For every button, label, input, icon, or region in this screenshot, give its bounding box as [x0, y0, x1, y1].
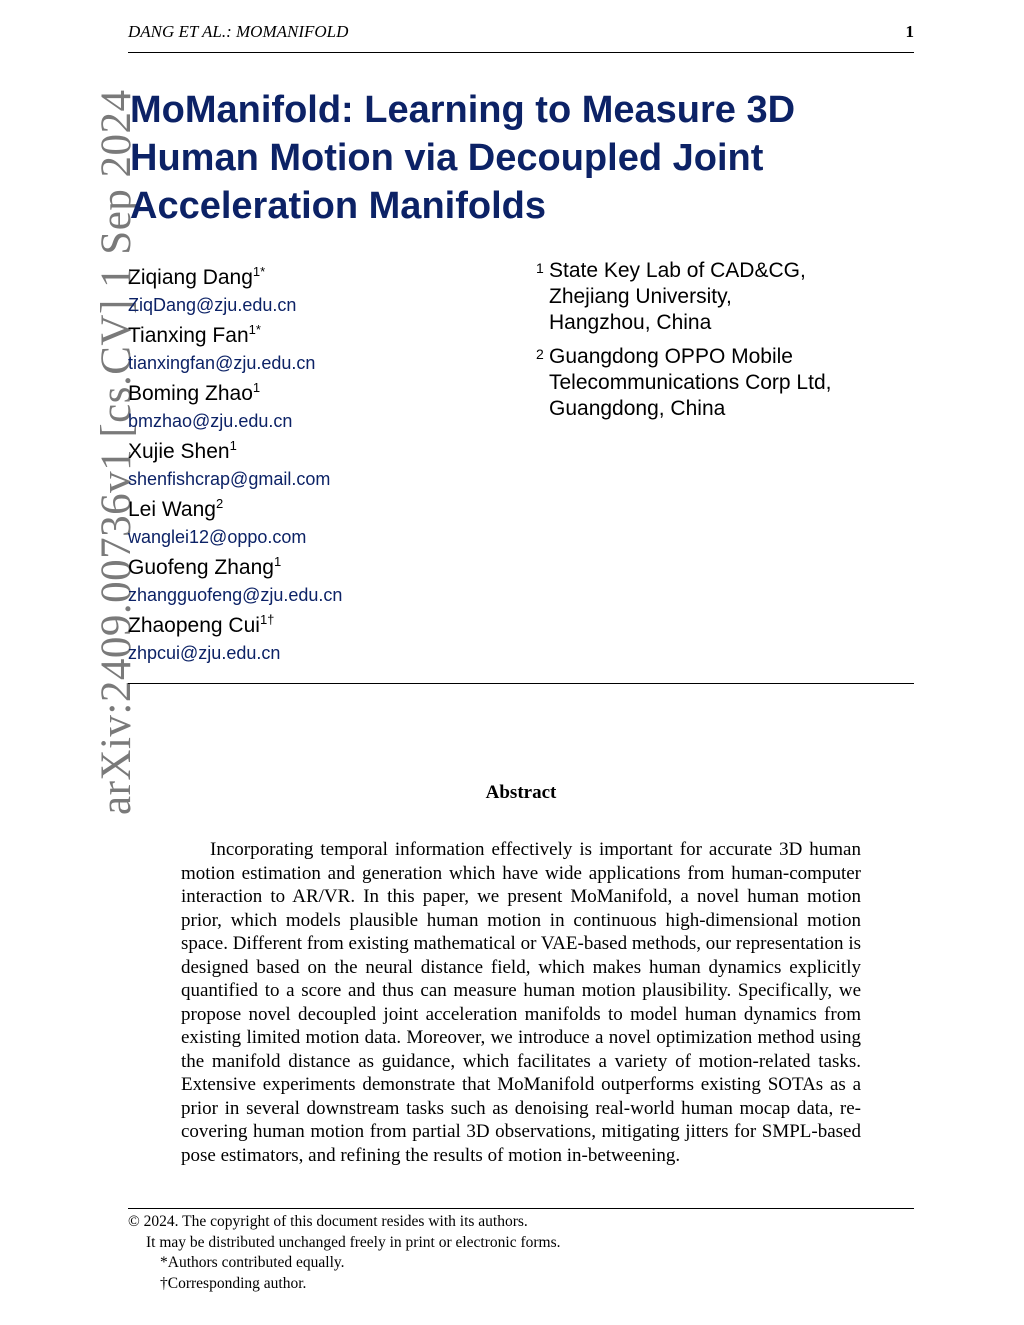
running-title: DANG ET AL.: MOMANIFOLD [128, 22, 349, 41]
affiliation-number: 1 [536, 260, 544, 276]
author-name: Boming Zhao [128, 382, 253, 405]
author-email-link[interactable]: shenfishcrap@gmail.com [128, 469, 331, 489]
author-entry [128, 432, 508, 490]
footnote-divider [128, 1208, 914, 1209]
affiliation-entry [536, 258, 916, 336]
author-affiliation-mark: 2 [215, 496, 224, 511]
author-email-link[interactable]: zhpcui@zju.edu.cn [128, 643, 281, 663]
author-affiliation-mark: 1 [252, 380, 261, 395]
abstract-text: Incorporating temporal information effectively is important for accurate 3D human motion estimation and generation which have wide applications from human-computer interaction to AR/VR. In this paper, we present MoManifold, a novel human motion prior, which models plausible human motion in continuous high-dimensional motion space. Different from existing mathematical or VAE-based methods, our representation is designed based on the neural distance field, which makes human dynamics explicitly quantified to a score and thus can measure human motion plausibility. Specifically, we propose novel decoupled joint acceleration manifolds to model human dynamics from existing limited motion data. Moreover, we introduce a novel optimization method using the manifold distance as guidance, which facilitates a variety of motion-related tasks. Extensive experiments demonstrate that MoManifold outperforms existing SOTAs as a prior in several downstream tasks such as denoising real-world human mocap data, recovering human motion from partial 3D observations, mitigating jitters for SMPL-based pose estimators, and refining the results of motion in-betweening. [181, 839, 861, 1166]
affiliation-line: Hangzhou, China [549, 311, 712, 334]
author-email-link[interactable]: bmzhao@zju.edu.cn [128, 411, 293, 431]
abstract-heading: Abstract [485, 782, 557, 803]
page-number: 1 [905, 22, 914, 41]
author-email-link[interactable]: zhangguofeng@zju.edu.cn [128, 585, 343, 605]
author-name: Zhaopeng Cui [128, 614, 260, 637]
author-email-link[interactable]: ZiqDang@zju.edu.cn [128, 295, 297, 315]
corresponding-author-note: †Corresponding author. [160, 1274, 307, 1292]
paper-title: MoManifold: Learning to Measure 3D Human Motion via Decoupled Joint Acceleration Manifolds [130, 89, 796, 227]
affiliation-list [536, 258, 916, 430]
author-affiliation-mark: 1 [273, 554, 282, 569]
affiliation-line: Guangdong OPPO Mobile [549, 345, 793, 368]
distribution-notice: It may be distributed unchanged freely in print or electronic forms. [146, 1233, 561, 1251]
running-header [128, 22, 914, 53]
author-entry [128, 374, 508, 432]
affiliation-line: State Key Lab of CAD&CG, [549, 259, 806, 282]
affiliation-line: Zhejiang University, [549, 285, 732, 308]
affiliation-entry [536, 344, 916, 422]
author-affiliation-mark: 1* [248, 322, 261, 337]
author-affiliation-mark: 1* [252, 264, 266, 279]
author-name: Xujie Shen [128, 440, 230, 463]
affiliation-line: Telecommunications Corp Ltd, [549, 371, 832, 394]
author-entry [128, 606, 508, 664]
author-name: Tianxing Fan [128, 324, 249, 347]
author-name: Ziqiang Dang [128, 266, 253, 289]
footnotes [128, 1212, 728, 1294]
author-entry [128, 316, 508, 374]
author-email-link[interactable]: wanglei12@oppo.com [128, 527, 307, 547]
author-entry [128, 258, 508, 316]
copyright-notice: © 2024. The copyright of this document resides with its authors. [128, 1213, 528, 1230]
affiliation-number: 2 [536, 346, 544, 362]
author-email-link[interactable]: tianxingfan@zju.edu.cn [128, 353, 316, 373]
author-affiliation-mark: 1 [229, 438, 237, 453]
section-divider [128, 683, 914, 684]
affiliation-line: Guangdong, China [549, 397, 726, 420]
author-name: Lei Wang [128, 498, 216, 521]
arxiv-identifier-stamp[interactable]: arXiv:2409.00736v1 [cs.CV] 1 Sep 2024 [93, 89, 140, 815]
equal-contribution-note: *Authors contributed equally. [160, 1254, 345, 1271]
author-affiliation-mark: 1† [259, 612, 275, 627]
author-entry [128, 490, 508, 548]
author-entry [128, 548, 508, 606]
author-name: Guofeng Zhang [128, 556, 274, 579]
author-list [128, 258, 508, 664]
